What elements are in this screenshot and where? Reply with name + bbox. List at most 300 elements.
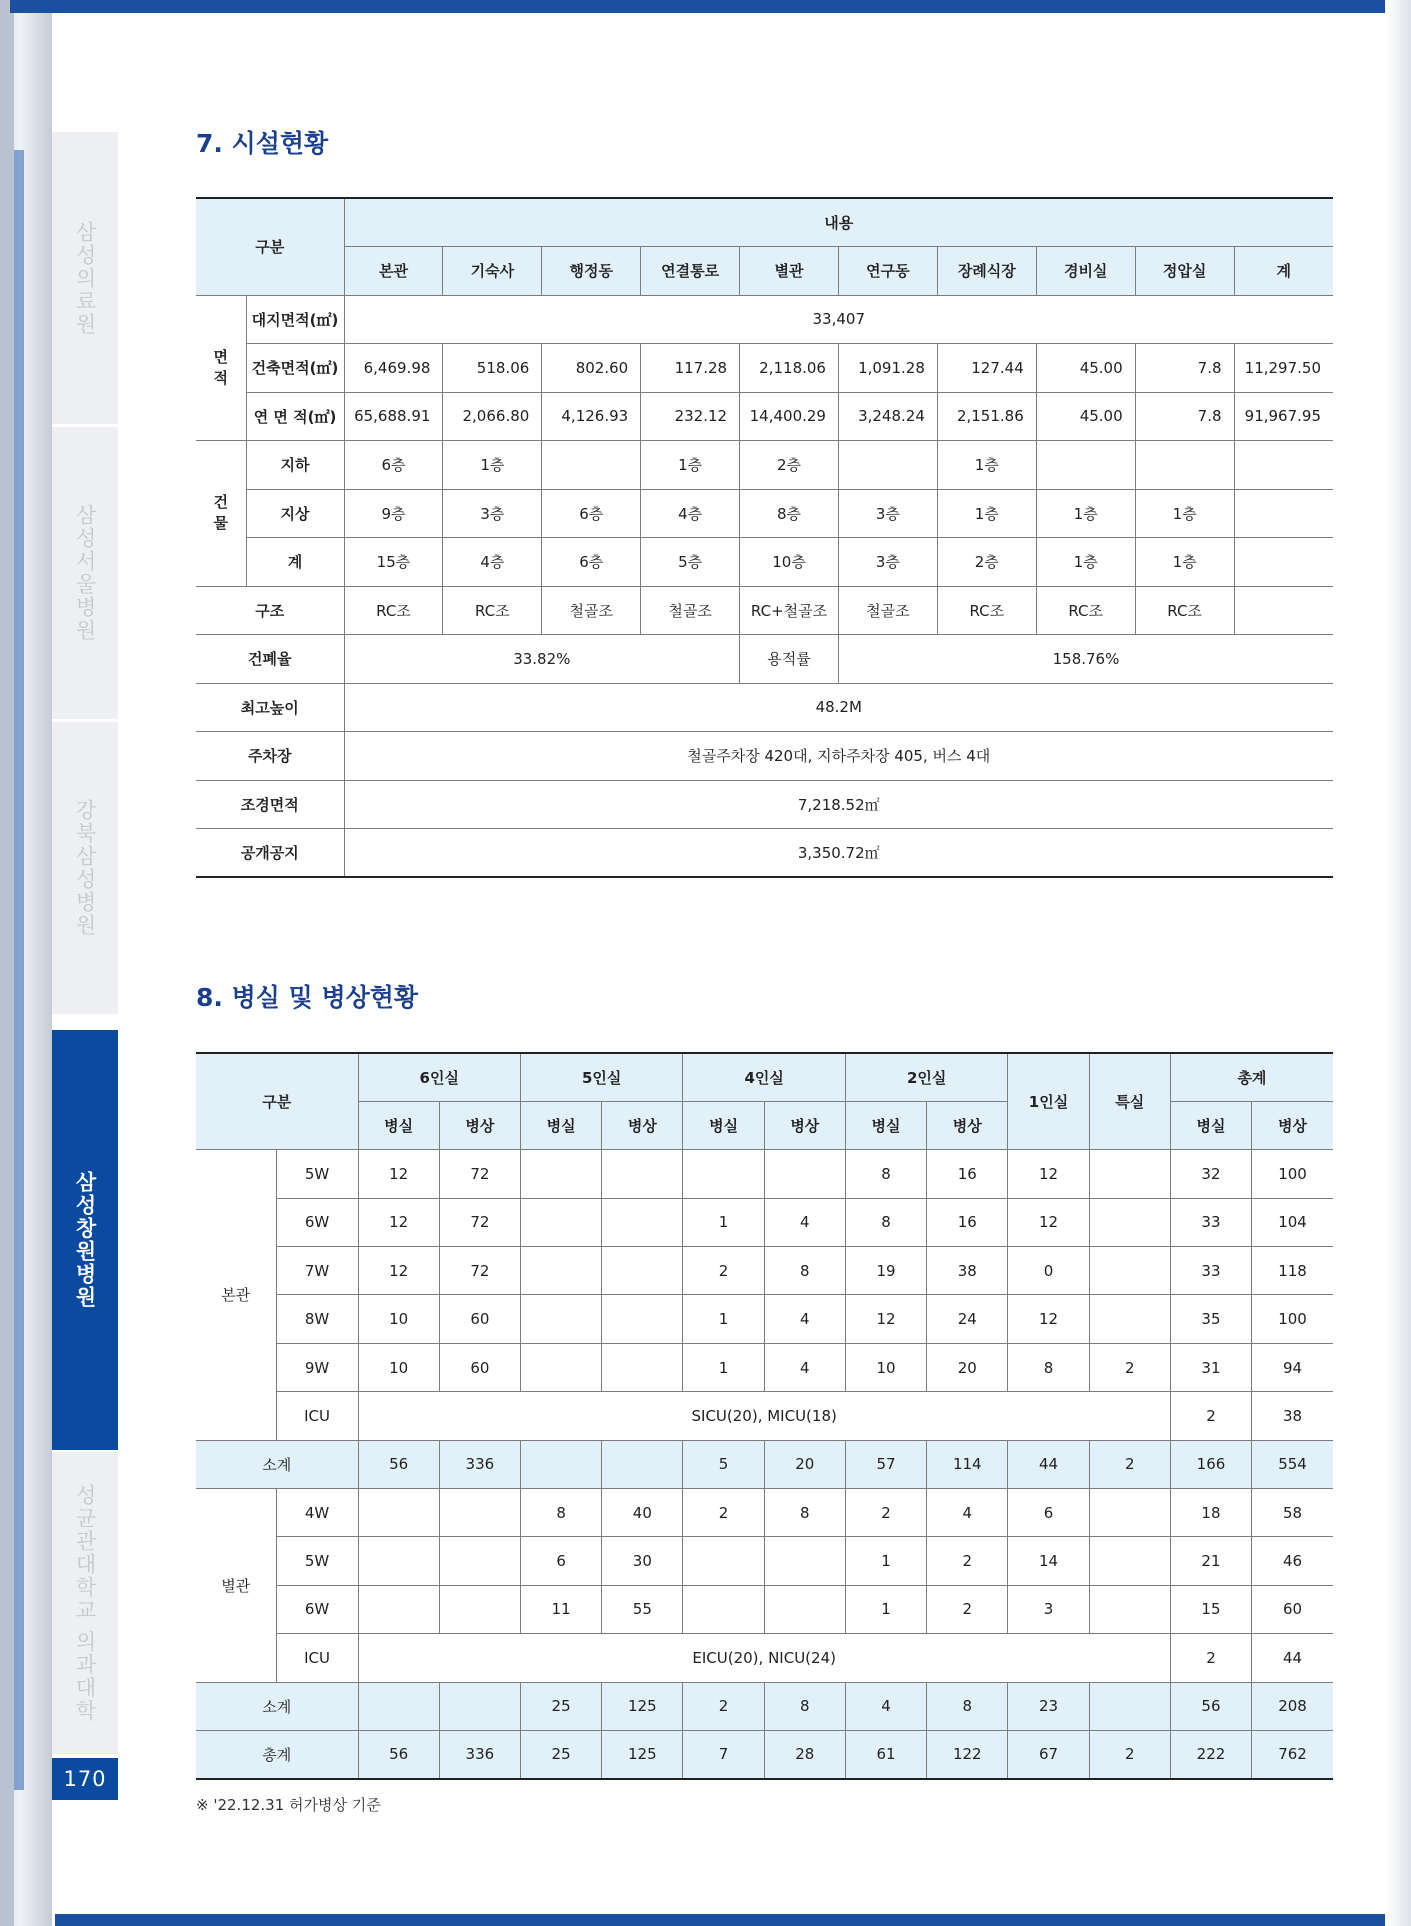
row-landscape (196, 780, 1333, 829)
cell: 14 (1008, 1537, 1089, 1585)
cell (764, 1150, 845, 1198)
cell: 10층 (740, 538, 839, 587)
col-header: 계 (1234, 247, 1333, 296)
col-header: 기숙사 (443, 247, 542, 296)
cell (602, 1150, 683, 1198)
table-row (196, 1634, 1333, 1682)
section7-title: 7. 시설현황 (196, 129, 329, 158)
col-header: 경비실 (1036, 247, 1135, 296)
cell: 7.8 (1135, 344, 1234, 393)
cell: 7 (683, 1730, 764, 1778)
table-row (196, 1247, 1333, 1295)
cell: 8 (1008, 1343, 1089, 1391)
icu-detail: SICU(20), MICU(18) (358, 1392, 1170, 1440)
icu-detail: EICU(20), NICU(24) (358, 1634, 1170, 1682)
group-myeonjeok: 면 적 (196, 295, 246, 441)
cell: 44 (1252, 1634, 1333, 1682)
cell: 158.76% (838, 635, 1333, 684)
row-label: 총계 (196, 1730, 358, 1778)
side-tab-samsung-seoul[interactable]: 삼성서울병원 (52, 427, 118, 722)
cell (764, 1585, 845, 1633)
cell: 117.28 (641, 344, 740, 393)
col-header: 연구동 (838, 247, 937, 296)
cell (439, 1682, 520, 1730)
sub-header-bed: 병상 (439, 1101, 520, 1149)
footnote: ※ '22.12.31 허가병상 기준 (196, 1796, 381, 1814)
cell: 10 (845, 1343, 926, 1391)
cell-label: 용적률 (740, 635, 839, 684)
row-label: 지하 (246, 441, 344, 490)
cell: 19 (845, 1247, 926, 1295)
table-row (196, 1392, 1333, 1440)
cell: 21 (1170, 1537, 1251, 1585)
row-label: 계 (246, 538, 344, 587)
row-geonchuk (196, 344, 1333, 393)
cell: 2 (1089, 1343, 1170, 1391)
cell: 23 (1008, 1682, 1089, 1730)
group-header: 6인실 (358, 1053, 520, 1101)
cell: 336 (439, 1440, 520, 1488)
bottom-border (55, 1914, 1411, 1926)
table-row (196, 1295, 1333, 1343)
row-label: 건폐율 (196, 635, 344, 684)
cell: 4 (764, 1198, 845, 1246)
cell: 1 (683, 1295, 764, 1343)
cell: 3,248.24 (838, 392, 937, 441)
cell: 철골조 (641, 586, 740, 635)
cell: 3,350.72㎡ (344, 829, 1333, 878)
cell: 100 (1252, 1295, 1333, 1343)
cell: 5 (683, 1440, 764, 1488)
cell: 6층 (344, 441, 443, 490)
cell: 6층 (542, 489, 641, 538)
cell: 8 (520, 1489, 601, 1537)
cell: 12 (1008, 1198, 1089, 1246)
cell: 60 (439, 1343, 520, 1391)
cell: 554 (1252, 1440, 1333, 1488)
building-label: 별관 (196, 1489, 276, 1683)
cell: 55 (602, 1585, 683, 1633)
sub-header-bed: 병상 (1252, 1101, 1333, 1149)
cell: 12 (358, 1247, 439, 1295)
cell (439, 1585, 520, 1633)
row-label: 연 면 적(㎡) (246, 392, 344, 441)
cell: 100 (1252, 1150, 1333, 1198)
row-label: 소계 (196, 1682, 358, 1730)
cell: 1 (845, 1537, 926, 1585)
cell (520, 1343, 601, 1391)
cell: 1층 (641, 441, 740, 490)
cell: RC조 (344, 586, 443, 635)
row-geonpye (196, 635, 1333, 684)
cell (520, 1247, 601, 1295)
cell: 2,118.06 (740, 344, 839, 393)
cell: 철골조 (838, 586, 937, 635)
cell: 5층 (641, 538, 740, 587)
row-parking (196, 732, 1333, 781)
cell: 4 (764, 1295, 845, 1343)
cell: 8 (764, 1682, 845, 1730)
cell (683, 1585, 764, 1633)
cell: 16 (927, 1198, 1008, 1246)
cell: 20 (764, 1440, 845, 1488)
cell: 25 (520, 1730, 601, 1778)
cell (1089, 1585, 1170, 1633)
cell: 94 (1252, 1343, 1333, 1391)
cell (602, 1295, 683, 1343)
cell: 33 (1170, 1198, 1251, 1246)
cell: 4 (927, 1489, 1008, 1537)
cell: 6층 (542, 538, 641, 587)
cell: 91,967.95 (1234, 392, 1333, 441)
cell: 8 (764, 1489, 845, 1537)
ward-bed-table (196, 1052, 1333, 1780)
cell: 56 (358, 1440, 439, 1488)
cell: 114 (927, 1440, 1008, 1488)
cell: 12 (358, 1150, 439, 1198)
cell: 122 (927, 1730, 1008, 1778)
cell: 46 (1252, 1537, 1333, 1585)
cell: 14,400.29 (740, 392, 839, 441)
group-header: 5인실 (520, 1053, 682, 1101)
row-height (196, 683, 1333, 732)
cell: 28 (764, 1730, 845, 1778)
sub-header-room: 병실 (520, 1101, 601, 1149)
col-header: 정압실 (1135, 247, 1234, 296)
cell: 2 (927, 1585, 1008, 1633)
cell: 45.00 (1036, 344, 1135, 393)
row-jisang (196, 489, 1333, 538)
table-row (196, 1440, 1333, 1488)
cell (1089, 1198, 1170, 1246)
header-gubun: 구분 (196, 1053, 358, 1150)
row-label: 소계 (196, 1440, 358, 1488)
cell (520, 1440, 601, 1488)
cell: 12 (1008, 1295, 1089, 1343)
cell: 4,126.93 (542, 392, 641, 441)
table-row (196, 1343, 1333, 1391)
cell: 232.12 (641, 392, 740, 441)
cell: 철골주차장 420대, 지하주차장 405, 버스 4대 (344, 732, 1333, 781)
cell: 2 (1089, 1730, 1170, 1778)
cell (358, 1489, 439, 1537)
col-header: 별관 (740, 247, 839, 296)
cell: RC조 (1135, 586, 1234, 635)
cell (1036, 441, 1135, 490)
cell: 60 (439, 1295, 520, 1343)
spine-edge (0, 0, 14, 1926)
cell: 12 (845, 1295, 926, 1343)
cell: 72 (439, 1247, 520, 1295)
ward-label: ICU (276, 1392, 358, 1440)
cell (602, 1198, 683, 1246)
cell: 8층 (740, 489, 839, 538)
table-row (196, 1150, 1333, 1198)
table-row (196, 1682, 1333, 1730)
cell: 2 (683, 1682, 764, 1730)
cell: 10 (358, 1295, 439, 1343)
cell: RC조 (937, 586, 1036, 635)
col-header: 연결통로 (641, 247, 740, 296)
cell: RC조 (443, 586, 542, 635)
cell: 3층 (443, 489, 542, 538)
cell (542, 441, 641, 490)
cell: 7.8 (1135, 392, 1234, 441)
cell: 8 (845, 1198, 926, 1246)
cell: 2,151.86 (937, 392, 1036, 441)
cell: 58 (1252, 1489, 1333, 1537)
table-row (196, 1730, 1333, 1778)
row-label: 대지면적(㎡) (246, 295, 344, 344)
row-label: 지상 (246, 489, 344, 538)
cell: 336 (439, 1730, 520, 1778)
cell: 4 (764, 1343, 845, 1391)
cell: 8 (764, 1247, 845, 1295)
cell: 38 (1252, 1392, 1333, 1440)
sub-header-room: 병실 (1170, 1101, 1251, 1149)
ward-label: 9W (276, 1343, 358, 1391)
cell (602, 1247, 683, 1295)
cell: 125 (602, 1682, 683, 1730)
cell (1089, 1537, 1170, 1585)
table-row (196, 1489, 1333, 1537)
cell (1089, 1295, 1170, 1343)
cell: 1층 (1135, 538, 1234, 587)
cell (1234, 586, 1333, 635)
cell (358, 1682, 439, 1730)
cell: 1층 (1135, 489, 1234, 538)
cell: 2 (927, 1537, 1008, 1585)
facility-table (196, 197, 1333, 878)
cell (764, 1537, 845, 1585)
group-geonmul: 건 물 (196, 441, 246, 587)
cell: 40 (602, 1489, 683, 1537)
cell: 0 (1008, 1247, 1089, 1295)
cell: 45.00 (1036, 392, 1135, 441)
cell (520, 1295, 601, 1343)
cell: 802.60 (542, 344, 641, 393)
cell: 33.82% (344, 635, 740, 684)
cell: 12 (358, 1198, 439, 1246)
page-shadow (1385, 0, 1411, 1926)
cell: 33 (1170, 1247, 1251, 1295)
cell (439, 1537, 520, 1585)
cell (1089, 1247, 1170, 1295)
row-label: 건축면적(㎡) (246, 344, 344, 393)
table-row (196, 1585, 1333, 1633)
sub-header-room: 병실 (358, 1101, 439, 1149)
section8-title: 8. 병실 및 병상현황 (196, 983, 419, 1012)
cell: 4 (845, 1682, 926, 1730)
side-tab-skku-medicine[interactable]: 성균관대학교 의과대학 (52, 1452, 118, 1757)
group-header: 특실 (1089, 1053, 1170, 1150)
row-daeji (196, 295, 1333, 344)
cell (1089, 1489, 1170, 1537)
cell: 57 (845, 1440, 926, 1488)
sub-header-bed: 병상 (764, 1101, 845, 1149)
cell: 10 (358, 1343, 439, 1391)
ward-label: 6W (276, 1198, 358, 1246)
row-gujo (196, 586, 1333, 635)
cell (1089, 1682, 1170, 1730)
row-jiha (196, 441, 1333, 490)
cell: 222 (1170, 1730, 1251, 1778)
cell: 3층 (838, 489, 937, 538)
cell: 33,407 (344, 295, 1333, 344)
cell: 2층 (937, 538, 1036, 587)
cell: 1층 (443, 441, 542, 490)
side-tab-samsung-medical[interactable]: 삼성의료원 (52, 132, 118, 427)
cell: 166 (1170, 1440, 1251, 1488)
building-label: 본관 (196, 1150, 276, 1440)
cell: 1 (683, 1343, 764, 1391)
cell: 65,688.91 (344, 392, 443, 441)
row-label: 구조 (196, 586, 344, 635)
cell: 2,066.80 (443, 392, 542, 441)
cell (1234, 538, 1333, 587)
row-public (196, 829, 1333, 878)
cell: 60 (1252, 1585, 1333, 1633)
cell: 104 (1252, 1198, 1333, 1246)
ward-label: 5W (276, 1537, 358, 1585)
cell (1234, 441, 1333, 490)
cell: 3층 (838, 538, 937, 587)
cell (1089, 1150, 1170, 1198)
cell: 철골조 (542, 586, 641, 635)
cell: 2 (1170, 1392, 1251, 1440)
cell: 15 (1170, 1585, 1251, 1633)
ward-label: 7W (276, 1247, 358, 1295)
cell (602, 1343, 683, 1391)
cell: 7,218.52㎡ (344, 780, 1333, 829)
table-row (196, 1198, 1333, 1246)
cell: 12 (1008, 1150, 1089, 1198)
cell (683, 1537, 764, 1585)
cell: 61 (845, 1730, 926, 1778)
cell: 35 (1170, 1295, 1251, 1343)
cell (439, 1489, 520, 1537)
cell: 1층 (1036, 538, 1135, 587)
col-header: 본관 (344, 247, 443, 296)
cell: 8 (845, 1150, 926, 1198)
cell: 11,297.50 (1234, 344, 1333, 393)
cell: RC조 (1036, 586, 1135, 635)
cell: 4층 (443, 538, 542, 587)
sub-header-room: 병실 (845, 1101, 926, 1149)
cell: 118 (1252, 1247, 1333, 1295)
page-number: 170 (52, 1758, 118, 1800)
top-border (10, 0, 1411, 13)
cell: 11 (520, 1585, 601, 1633)
cell: 6 (520, 1537, 601, 1585)
cell: 16 (927, 1150, 1008, 1198)
ward-label: 8W (276, 1295, 358, 1343)
cell (520, 1198, 601, 1246)
cell: 15층 (344, 538, 443, 587)
cell: 1 (845, 1585, 926, 1633)
cell: 1층 (937, 441, 1036, 490)
cell: 32 (1170, 1150, 1251, 1198)
cell: 2 (683, 1247, 764, 1295)
cell: 56 (358, 1730, 439, 1778)
cell: 1,091.28 (838, 344, 937, 393)
cell: 2층 (740, 441, 839, 490)
cell (1135, 441, 1234, 490)
row-label: 주차장 (196, 732, 344, 781)
header-gubun: 구분 (196, 198, 344, 295)
cell: 38 (927, 1247, 1008, 1295)
cell (520, 1150, 601, 1198)
cell: 3 (1008, 1585, 1089, 1633)
side-tab-kangbuk-samsung[interactable]: 강북삼성병원 (52, 722, 118, 1017)
sub-header-room: 병실 (683, 1101, 764, 1149)
cell: 4층 (641, 489, 740, 538)
cell: 2 (1089, 1440, 1170, 1488)
spine-stripe (14, 150, 24, 1790)
cell: 1층 (937, 489, 1036, 538)
cell: 25 (520, 1682, 601, 1730)
cell: 72 (439, 1150, 520, 1198)
ward-label: ICU (276, 1634, 358, 1682)
cell (683, 1150, 764, 1198)
side-tab-samsung-changwon[interactable]: 삼성창원병원 (52, 1024, 118, 1450)
row-gye (196, 538, 1333, 587)
header-naeyong: 내용 (344, 198, 1333, 247)
cell: 1 (683, 1198, 764, 1246)
cell (838, 441, 937, 490)
cell: 67 (1008, 1730, 1089, 1778)
cell: 127.44 (937, 344, 1036, 393)
cell (602, 1440, 683, 1488)
cell: 2 (845, 1489, 926, 1537)
group-header: 4인실 (683, 1053, 845, 1101)
cell: 8 (927, 1682, 1008, 1730)
cell (1234, 489, 1333, 538)
cell: 48.2M (344, 683, 1333, 732)
ward-label: 5W (276, 1150, 358, 1198)
sub-header-bed: 병상 (602, 1101, 683, 1149)
cell: RC+철골조 (740, 586, 839, 635)
cell: 20 (927, 1343, 1008, 1391)
ward-label: 4W (276, 1489, 358, 1537)
cell: 72 (439, 1198, 520, 1246)
ward-label: 6W (276, 1585, 358, 1633)
group-header: 2인실 (845, 1053, 1007, 1101)
row-label: 조경면적 (196, 780, 344, 829)
cell: 2 (1170, 1634, 1251, 1682)
row-yeonmyeonjeok (196, 392, 1333, 441)
sub-header-bed: 병상 (927, 1101, 1008, 1149)
cell: 125 (602, 1730, 683, 1778)
cell: 1층 (1036, 489, 1135, 538)
cell: 6 (1008, 1489, 1089, 1537)
cell: 208 (1252, 1682, 1333, 1730)
cell: 2 (683, 1489, 764, 1537)
cell (358, 1537, 439, 1585)
cell: 9층 (344, 489, 443, 538)
col-header: 장례식장 (937, 247, 1036, 296)
cell: 18 (1170, 1489, 1251, 1537)
group-header: 1인실 (1008, 1053, 1089, 1150)
cell: 518.06 (443, 344, 542, 393)
group-header: 총계 (1170, 1053, 1333, 1101)
col-header: 행정동 (542, 247, 641, 296)
cell (358, 1585, 439, 1633)
cell: 24 (927, 1295, 1008, 1343)
cell: 31 (1170, 1343, 1251, 1391)
cell: 56 (1170, 1682, 1251, 1730)
cell: 30 (602, 1537, 683, 1585)
